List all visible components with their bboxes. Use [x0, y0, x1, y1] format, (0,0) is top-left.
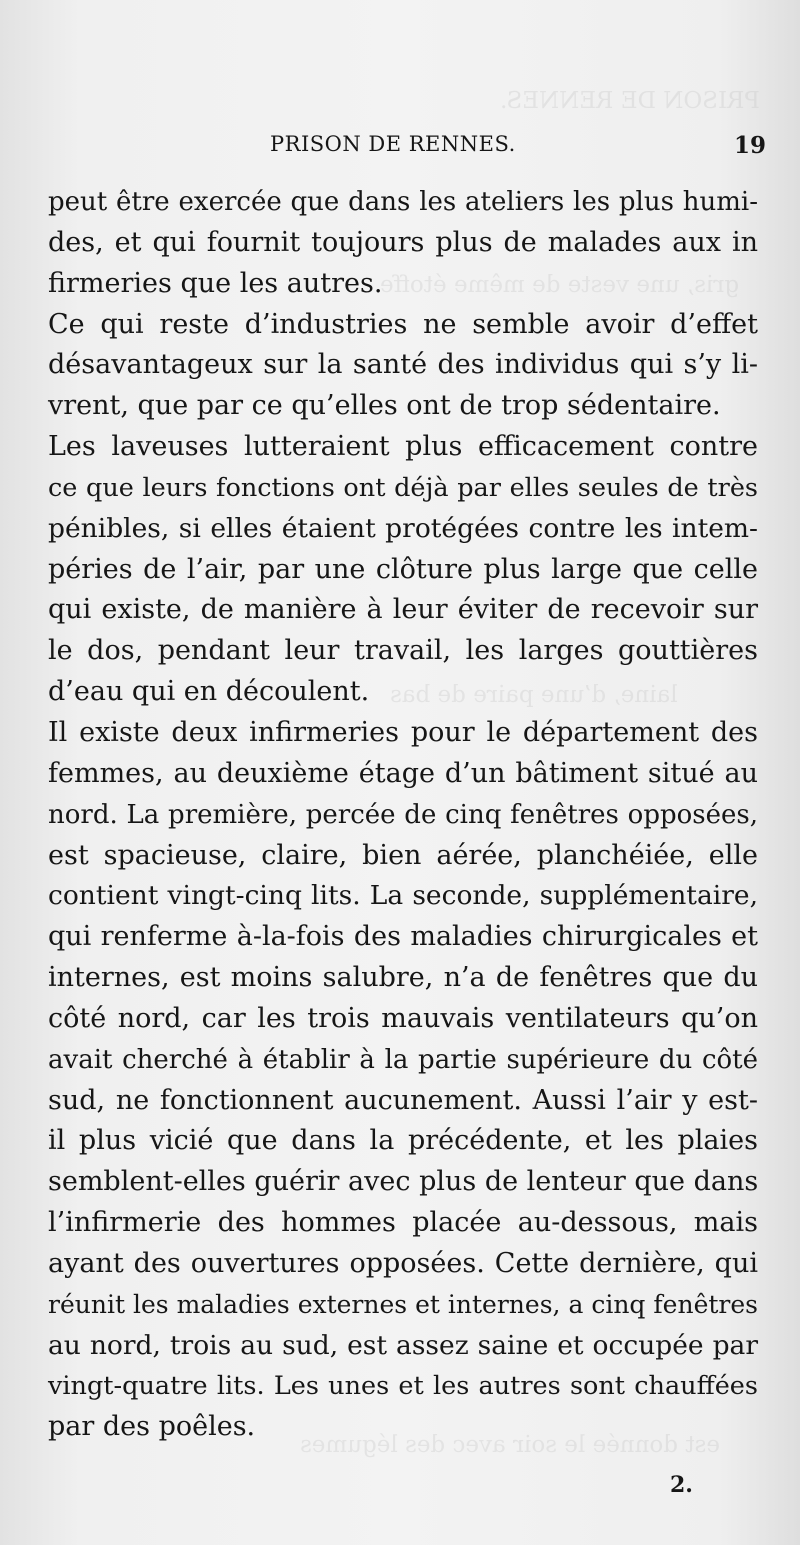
text-line: l’infirmerie des hommes placée au-dessous, mais	[48, 1207, 758, 1239]
show-through-text: laine, d’une paire de bas	[390, 682, 678, 708]
show-through-text: gris, une veste de même étoffe	[380, 272, 740, 298]
text-line: Il existe deux infirmeries pour le département des	[48, 716, 758, 748]
text-line: peut être exercée que dans les ateliers les plus humi-	[48, 187, 758, 217]
text-line: ayant des ouvertures opposées. Cette dernière, qui	[48, 1247, 758, 1279]
text-line: ce que leurs fonctions ont déjà par elles seules de très	[48, 472, 758, 503]
text-line: firmeries que les autres.	[48, 267, 383, 299]
show-through-text: PRISON DE RENNES.	[500, 88, 760, 114]
signature-mark: 2.	[670, 1472, 693, 1498]
text-line: réunit les maladies externes et internes, a cinq fenêtres	[48, 1289, 758, 1319]
text-line: au nord, trois au sud, est assez saine et occupée par	[48, 1329, 758, 1361]
text-line: internes, est moins salubre, n’a de fenêtres que du	[48, 962, 758, 994]
text-line: nord. La première, percée de cinq fenêtres opposées,	[48, 799, 758, 830]
text-line: qui existe, de manière à leur éviter de recevoir sur	[48, 594, 758, 626]
page-header	[48, 132, 766, 168]
text-line: est spacieuse, claire, bien aérée, planchéiée, elle	[48, 839, 758, 871]
text-line: Ce qui reste d’industries ne semble avoir d’effet	[48, 308, 758, 340]
text-line: contient vingt-cinq lits. La seconde, supplémentaire,	[48, 880, 758, 912]
text-line: des, et qui fournit toujours plus de malades aux in	[48, 226, 758, 258]
text-line: Les laveuses lutteraient plus efficacement contre	[48, 431, 758, 463]
show-through-text: est donnée le soir avec des légumes	[300, 1432, 720, 1458]
text-line: semblent-elles guérir avec plus de lenteur que dans	[48, 1166, 759, 1198]
running-title: PRISON DE RENNES.	[270, 132, 516, 156]
page-number: 19	[733, 132, 766, 159]
text-line: d’eau qui en découlent.	[48, 676, 370, 708]
text-line: avait cherché à établir à la partie supérieure du côté	[48, 1044, 758, 1075]
text-line: qui renferme à-la-fois des maladies chirurgicales et	[48, 921, 758, 953]
text-line: par des poêles.	[48, 1411, 256, 1443]
text-line: il plus vicié que dans la précédente, et les plaies	[48, 1125, 758, 1157]
text-line: sud, ne fonctionnent aucunement. Aussi l’air y est-	[48, 1084, 758, 1116]
text-line: vingt-quatre lits. Les unes et les autres sont chauffées	[48, 1371, 758, 1402]
text-line: pénibles, si elles étaient protégées contre les intem-	[48, 512, 758, 544]
body-text	[48, 182, 758, 1448]
text-line: côté nord, car les trois mauvais ventilateurs qu’on	[48, 1002, 758, 1034]
text-line: femmes, au deuxième étage d’un bâtiment situé au	[48, 757, 758, 789]
text-line: vrent, que par ce qu’elles ont de trop sédentaire.	[48, 390, 721, 422]
text-line: péries de l’air, par une clôture plus large que celle	[48, 553, 758, 585]
text-line: le dos, pendant leur travail, les larges gouttières	[48, 635, 758, 667]
text-line: désavantageux sur la santé des individus qui s’y li-	[48, 349, 758, 381]
